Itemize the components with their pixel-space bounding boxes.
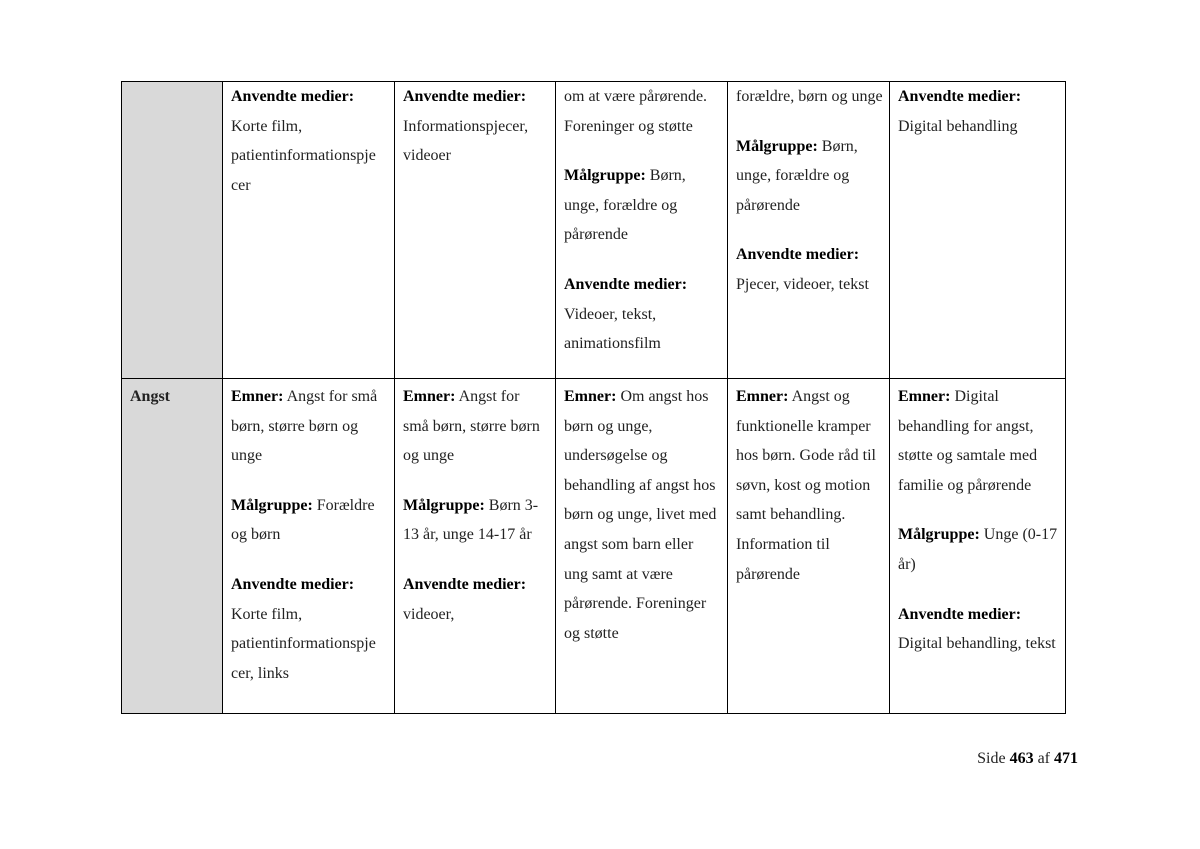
target-label: Målgruppe: xyxy=(231,496,313,514)
table-cell xyxy=(728,379,890,714)
row-header-cell: Angst xyxy=(122,379,223,714)
topics-text: om at være pårørende. Foreninger og støtte xyxy=(564,88,708,135)
media-text: Korte film, patientinformationspje cer, links xyxy=(231,605,376,682)
topics-text: Angst og funktionelle kramper hos børn. Gode råd til søvn, kost og motion samt behandling. Information til pårørende xyxy=(736,388,876,583)
media-label: Anvendte medier: xyxy=(736,246,860,264)
target-text: Børn 3-13 år, unge 14-17 år xyxy=(403,496,539,544)
media-text: Digital behandling xyxy=(898,117,1018,135)
target-text: Børn, unge, forældre og pårørende xyxy=(736,137,858,214)
topics-text: Angst for små børn, større børn og unge xyxy=(403,388,540,465)
media-text: Korte film, patientinformationspje cer xyxy=(231,117,376,194)
topics-label: Emner: xyxy=(564,388,617,405)
target-label: Målgruppe: xyxy=(564,167,646,185)
topics-text: forældre, børn og unge xyxy=(736,88,883,105)
target-text: Unge (0-17 år) xyxy=(898,526,1058,573)
media-text: Digital behandling, tekst xyxy=(898,635,1056,653)
target-text: Børn, unge, forældre og pårørende xyxy=(564,167,686,244)
media-text: videoer, xyxy=(403,605,455,623)
topics-label: Emner: xyxy=(231,388,284,405)
target-label: Målgruppe: xyxy=(403,496,485,514)
topics-text: Om angst hos børn og unge, undersøgelse og behandling af angst hos børn og unge, livet med angst som barn eller ung samt at være pårørende. Foreninger og støtte xyxy=(564,388,717,642)
media-text: Informationspjecer, videoer xyxy=(403,117,529,165)
row-header-cell xyxy=(122,82,223,379)
page-number: Side 463 af 471 xyxy=(977,750,1078,767)
topics-label: Emner: xyxy=(403,388,456,405)
media-label: Anvendte medier: xyxy=(231,575,355,593)
media-label: Anvendte medier: xyxy=(564,275,688,293)
media-label: Anvendte medier: xyxy=(403,88,527,105)
media-label: Anvendte medier: xyxy=(898,605,1022,623)
topics-text: Digital behandling for angst, støtte og samtale med familie og pårørende xyxy=(898,388,1038,494)
table-cell xyxy=(223,379,395,714)
target-text: Forældre og børn xyxy=(231,496,375,544)
media-text: Videoer, tekst, animationsfilm xyxy=(564,305,661,353)
table-cell xyxy=(395,82,556,379)
media-label: Anvendte medier: xyxy=(231,88,355,105)
topics-label: Emner: xyxy=(898,388,951,405)
table-cell xyxy=(395,379,556,714)
table-cell xyxy=(223,82,395,379)
topics-label: Emner: xyxy=(736,388,789,405)
table-row xyxy=(122,379,1066,714)
table-cell xyxy=(890,379,1066,714)
target-label: Målgruppe: xyxy=(898,526,980,544)
media-label: Anvendte medier: xyxy=(898,88,1022,105)
media-label: Anvendte medier: xyxy=(403,575,527,593)
table-cell xyxy=(556,379,728,714)
table-cell xyxy=(890,82,1066,379)
content-table xyxy=(121,81,1066,714)
topics-text: Angst for små børn, større børn og unge xyxy=(231,388,378,465)
target-label: Målgruppe: xyxy=(736,137,818,155)
media-text: Pjecer, videoer, tekst xyxy=(736,275,869,293)
table-row xyxy=(122,82,1066,379)
table-cell xyxy=(728,82,890,379)
table-cell xyxy=(556,82,728,379)
